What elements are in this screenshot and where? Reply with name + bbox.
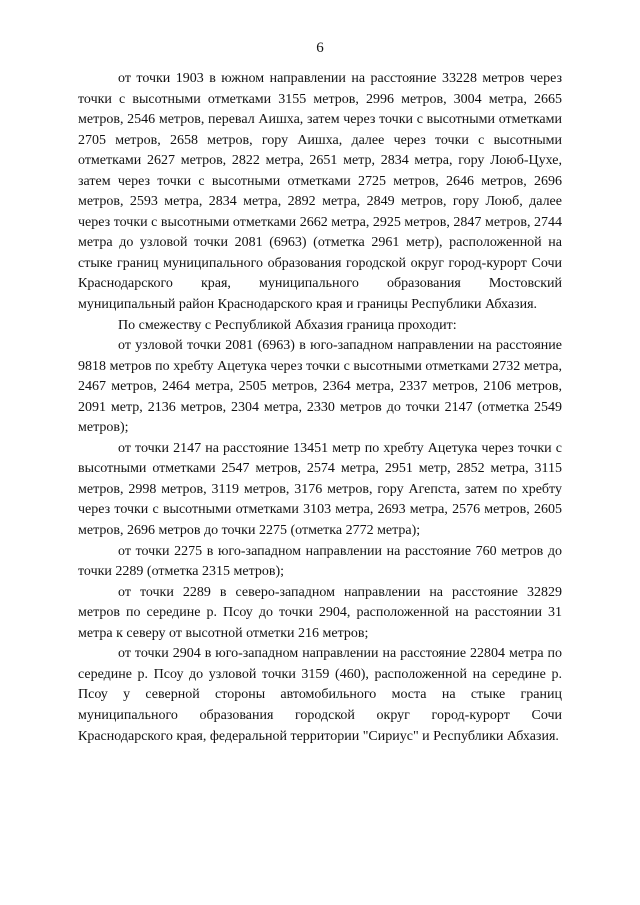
page-number: 6 bbox=[316, 40, 324, 56]
document-body bbox=[78, 69, 562, 747]
paragraph-point-2904: от точки 2904 в юго-западном направлении на расстояние 22804 метра по середине р. Псоу до узловой точки 3159 (460), расположенной на середине р. Псоу у северной стороны автомобильного моста на стыке границ муниципального образования городской округ город-курорт Сочи Краснодарского края, федеральной территории "Сириус" и Республики Абхазия. bbox=[78, 646, 562, 744]
paragraph-abkhazia-intro: По смежеству с Республикой Абхазия граница проходит: bbox=[118, 317, 457, 333]
paragraph-point-2275: от точки 2275 в юго-западном направлении на расстояние 760 метров до точки 2289 (отметка 2315 метров); bbox=[78, 543, 562, 580]
paragraph-point-2289: от точки 2289 в северо-западном направлении на расстояние 32829 метров по середине р. Псоу до точки 2904, расположенной на расстоянии 31 метра к северу от высотной отметки 216 метров; bbox=[78, 584, 562, 641]
paragraph-boundary-point-1903: от точки 1903 в южном направлении на расстояние 33228 метров через точки с высотными отметками 3155 метров, 2996 метров, 3004 метра, 2665 метров, 2546 метров, перевал Аишха, затем через точки с высотными отметками 2705 метров, 2658 метров, гору Аишха, далее через точки с высотными отметками 2627 метров, 2822 метра, 2651 метр, 2834 метра, гору Лоюб-Цухе, затем через точки с высотными отметками 2725 метров, 2646 метров, 2696 метров, 2593 метра, 2834 метра, 2892 метра, 2849 метров, гору Лоюб, далее через точки с высотными отметками 2662 метра, 2925 метров, 2847 метров, 2744 метра до узловой точки 2081 (6963) (отметка 2961 метр), расположенной на стыке границ муниципального образования городской округ город-курорт Сочи Краснодарского края, муниципального образования Мостовский муниципальный район Краснодарского края и границы Республики Абхазия. bbox=[78, 71, 562, 313]
paragraph-point-2081: от узловой точки 2081 (6963) в юго-западном направлении на расстояние 9818 метров по хребту Ацетука через точки с высотными отметками 2732 метра, 2467 метров, 2464 метра, 2505 метров, 2364 метра, 2337 метров, 2106 метров, 2091 метр, 2136 метров, 2304 метра, 2330 метров до точки 2147 (отметка 2549 метров); bbox=[78, 338, 562, 436]
paragraph-point-2147: от точки 2147 на расстояние 13451 метр по хребту Ацетука через точки с высотными отметками 2547 метров, 2574 метра, 2951 метр, 2852 метра, 3115 метров, 2998 метров, 3119 метров, 3176 метров, гору Агепста, затем по хребту через точки с высотными отметками 3103 метра, 2693 метра, 2576 метров, 2605 метров, 2696 метров до точки 2275 (отметка 2772 метра); bbox=[78, 440, 562, 539]
